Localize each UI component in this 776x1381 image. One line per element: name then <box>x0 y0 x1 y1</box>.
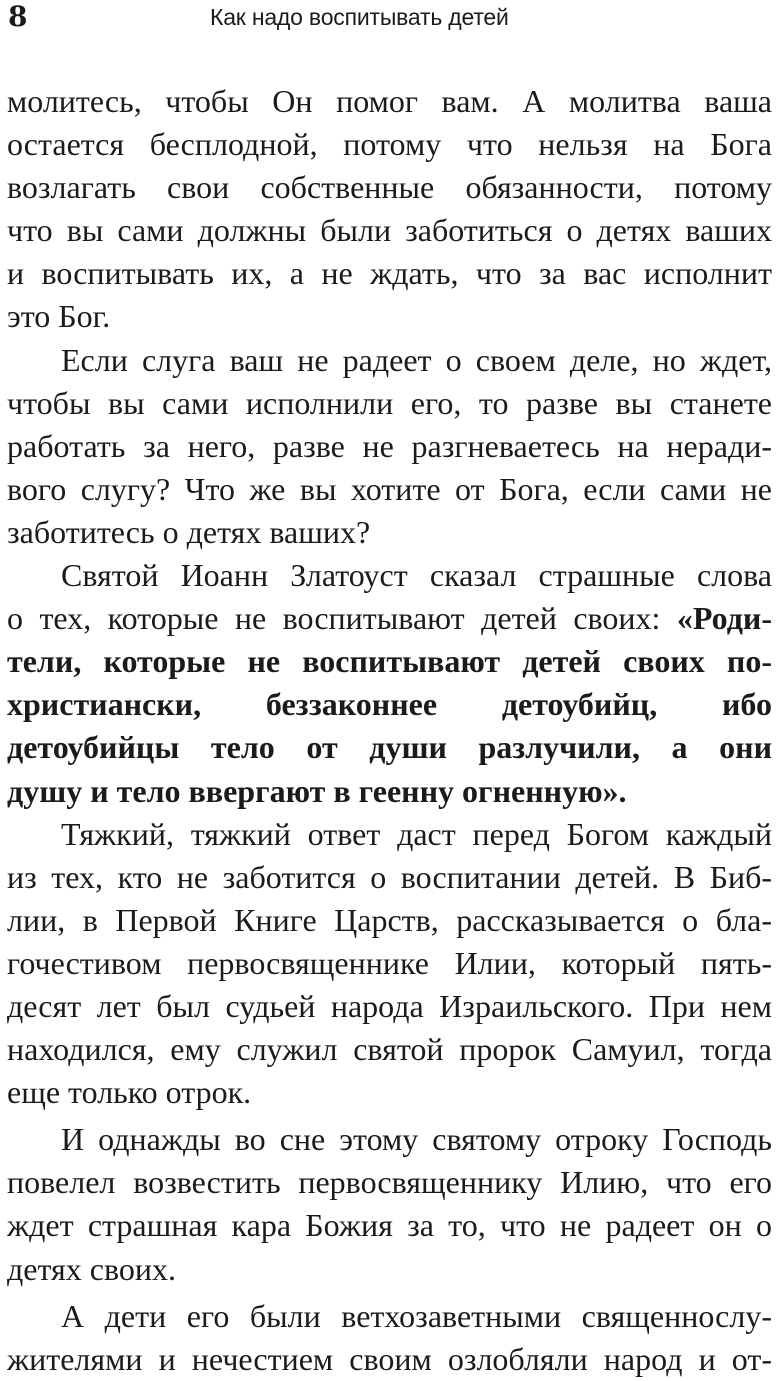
text-line: еще только отрок. <box>7 1074 252 1111</box>
text-line: Тяжкий, тяжкий ответ даст перед Богом каждый <box>61 815 772 852</box>
running-title: Как надо воспитывать детей <box>210 4 509 30</box>
text-line: повелел возвестить первосвященнику Илию, что его <box>7 1164 772 1201</box>
text-line: вого слугу? Что же вы хотите от Бога, если сами не <box>7 470 772 507</box>
paragraph <box>7 813 772 1115</box>
text-line: детях своих. <box>7 1250 176 1287</box>
text-line: жителями и нечестием своим озлобляли народ и от- <box>7 1340 772 1377</box>
page-number: 8 <box>8 0 28 33</box>
text-line: Если слуга ваш не радеет о своем деле, но ждет, <box>61 341 772 378</box>
text-segment: о тех, которые не воспитывают детей своих: <box>7 600 677 637</box>
text-line: заботитесь о детях ваших? <box>7 513 371 550</box>
text-line: гочестивом первосвященнике Илии, который пять- <box>7 944 772 981</box>
text-line: чтобы вы сами исполнили его, то разве вы станете <box>7 384 772 421</box>
text-line: молитесь, чтобы Он помог вам. А молитва ваша <box>7 83 772 119</box>
text-line: ждет страшная кара Божия за то, что не радеет он о <box>7 1207 772 1244</box>
text-line: работать за него, разве не разгневаетесь на неради- <box>7 427 772 464</box>
text-line: из тех, кто не заботится о воспитании детей. В Биб- <box>7 858 772 895</box>
text-line: А дети его были ветхозаветными священнослу- <box>61 1297 772 1334</box>
page-header <box>0 0 776 40</box>
text-line <box>7 597 772 640</box>
text-line: это Бог. <box>7 298 111 335</box>
quote-line: тели, которые не воспитывают детей своих по- <box>7 643 772 680</box>
quote-line: душу и тело ввергают в геенну огненную». <box>7 772 627 809</box>
quote-line: христиански, беззаконнее детоубийц, ибо <box>7 686 772 723</box>
text-line: находился, ему служил святой пророк Самуил, тогда <box>7 1031 772 1068</box>
body-text <box>7 80 772 1381</box>
paragraph <box>7 80 772 339</box>
text-line: что вы сами должны были заботиться о детях ваших <box>7 212 772 249</box>
text-line: Святой Иоанн Златоуст сказал страшные слова <box>61 557 772 594</box>
paragraph <box>7 339 772 554</box>
paragraph <box>7 554 772 813</box>
text-line: остается бесплодной, потому что нельзя на Бога <box>7 126 772 163</box>
quote-line: детоубийцы тело от души разлучили, а они <box>7 729 772 766</box>
text-line: лии, в Первой Книге Царств, рассказывается о бла- <box>7 901 772 938</box>
text-line: И однажды во сне этому святому отроку Господь <box>61 1121 772 1158</box>
text-line: возлагать свои собственные обязанности, потому <box>7 169 772 206</box>
text-line: десят лет был судьей народа Израильского. При нем <box>7 987 772 1024</box>
quote-text: «Роди- <box>676 600 772 637</box>
paragraph <box>7 1118 772 1290</box>
text-line: и воспитывать их, а не ждать, что за вас исполнит <box>7 255 772 292</box>
